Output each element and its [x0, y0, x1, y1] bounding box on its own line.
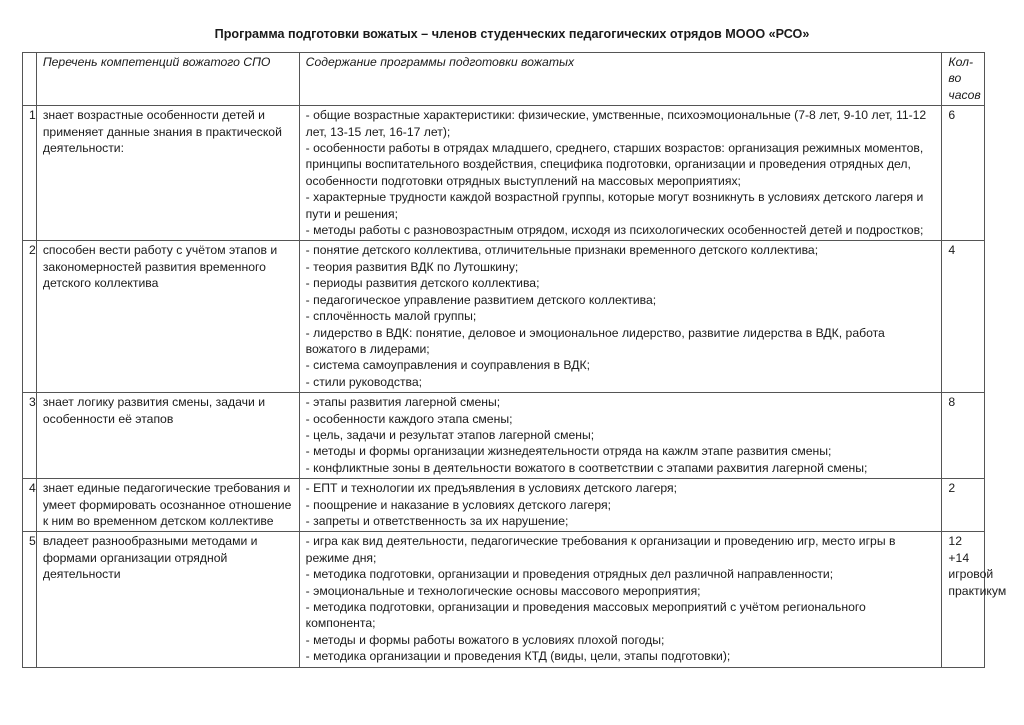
content-item: - особенности каждого этапа смены; [305, 411, 513, 426]
row-competence: знает возрастные особенности детей и применяет данные знания в практической деятельности: [36, 106, 299, 241]
row-content [299, 479, 942, 532]
row-number: 2 [23, 241, 37, 393]
row-number: 3 [23, 393, 37, 479]
header-content: Содержание программы подготовки вожатых [299, 53, 942, 106]
content-item: - методы работы с разновозрастным отрядом, исходя из психологических особенностей детей и подростков; [305, 223, 924, 238]
header-hours: Кол-во часов [942, 53, 985, 106]
content-item: - характерные трудности каждой возрастной группы, которые могут возникнуть в условиях детского лагеря и пути и решения; [305, 190, 924, 221]
table-row [23, 241, 985, 393]
row-hours: 4 [942, 241, 985, 393]
row-number: 5 [23, 532, 37, 667]
content-item: - методы и формы работы вожатого в условиях плохой погоды; [305, 632, 665, 647]
header-number [23, 53, 37, 106]
row-content [299, 393, 942, 479]
content-item: - система самоуправления и соуправления в ВДК; [305, 358, 591, 373]
content-item: - запреты и ответственность за их нарушение; [305, 513, 569, 528]
content-item: - сплочённость малой группы; [305, 309, 477, 324]
content-item: - периоды развития детского коллектива; [305, 276, 540, 291]
table-row [23, 479, 985, 532]
content-item: - конфликтные зоны в деятельности вожатого в соответствии с этапами рахвития лагерной смены; [305, 460, 868, 475]
content-item: - поощрение и наказание в условиях детского лагеря; [305, 497, 611, 512]
content-item: - цель, задачи и результат этапов лагерной смены; [305, 427, 595, 442]
row-hours: 2 [942, 479, 985, 532]
content-item: - методика организации и проведения КТД (виды, цели, этапы подготовки); [305, 649, 731, 664]
table-row [23, 532, 985, 667]
content-item: - методика подготовки, организации и проведения отрядных дел различной направленности; [305, 567, 834, 582]
row-competence: знает единые педагогические требования и умеет формировать осознанное отношение к ним во временном детском коллективе [36, 479, 299, 532]
content-item: - стили руководства; [305, 374, 423, 389]
content-item: - методика подготовки, организации и проведения массовых мероприятий с учётом регионального компонента; [305, 600, 866, 631]
content-item: - ЕПТ и технологии их предъявления в условиях детского лагеря; [305, 481, 678, 496]
row-content [299, 241, 942, 393]
content-item: - эмоциональные и технологические основы массового мероприятия; [305, 583, 701, 598]
content-item: - этапы развития лагерной смены; [305, 395, 501, 410]
row-content [299, 532, 942, 667]
table-row [23, 106, 985, 241]
content-item: - педагогическое управление развитием детского коллектива; [305, 292, 657, 307]
content-item: - особенности работы в отрядах младшего, среднего, старших возрастов: организация режимных моментов, принципы воспитательного воздействия, специфика подготовки, организации и проведения отрядных дел, особенности подготовки отрядных выступлений на массовых мероприятиях; [305, 141, 924, 188]
content-item: - теория развития ВДК по Лутошкину; [305, 259, 519, 274]
header-competence: Перечень компетенций вожатого СПО [36, 53, 299, 106]
row-number: 4 [23, 479, 37, 532]
row-hours: 8 [942, 393, 985, 479]
program-table [22, 52, 1007, 668]
content-item: - игра как вид деятельности, педагогические требования к организации и проведению игр, место игры в режиме дня; [305, 534, 896, 565]
row-hours: 6 [942, 106, 985, 241]
content-item: - общие возрастные характеристики: физические, умственные, психоэмоциональные (7-8 лет, 9-10 лет, 11-12 лет, 13-15 лет, 16-17 лет); [305, 108, 927, 139]
content-item: - понятие детского коллектива, отличительные признаки временного детского коллектива; [305, 243, 819, 258]
table-header-row [23, 53, 985, 106]
content-item: - лидерство в ВДК: понятие, деловое и эмоциональное лидерство, развитие лидерства в ВДК, работа вожатого в лидерами; [305, 325, 885, 356]
row-number: 1 [23, 106, 37, 241]
row-competence: владеет разнообразными методами и формами организации отрядной деятельности [36, 532, 299, 667]
row-competence: знает логику развития смены, задачи и особенности её этапов [36, 393, 299, 479]
row-competence: способен вести работу с учётом этапов и закономерностей развития временного детского коллектива [36, 241, 299, 393]
content-item: - методы и формы организации жизнедеятельности отряда на кажлм этапе развития смены; [305, 444, 832, 459]
row-hours: 12 +14 игровой практикум [942, 532, 985, 667]
table-row [23, 393, 985, 479]
document-title: Программа подготовки вожатых – членов студенческих педагогических отрядов МООО «РСО» [214, 27, 810, 41]
row-content [299, 106, 942, 241]
